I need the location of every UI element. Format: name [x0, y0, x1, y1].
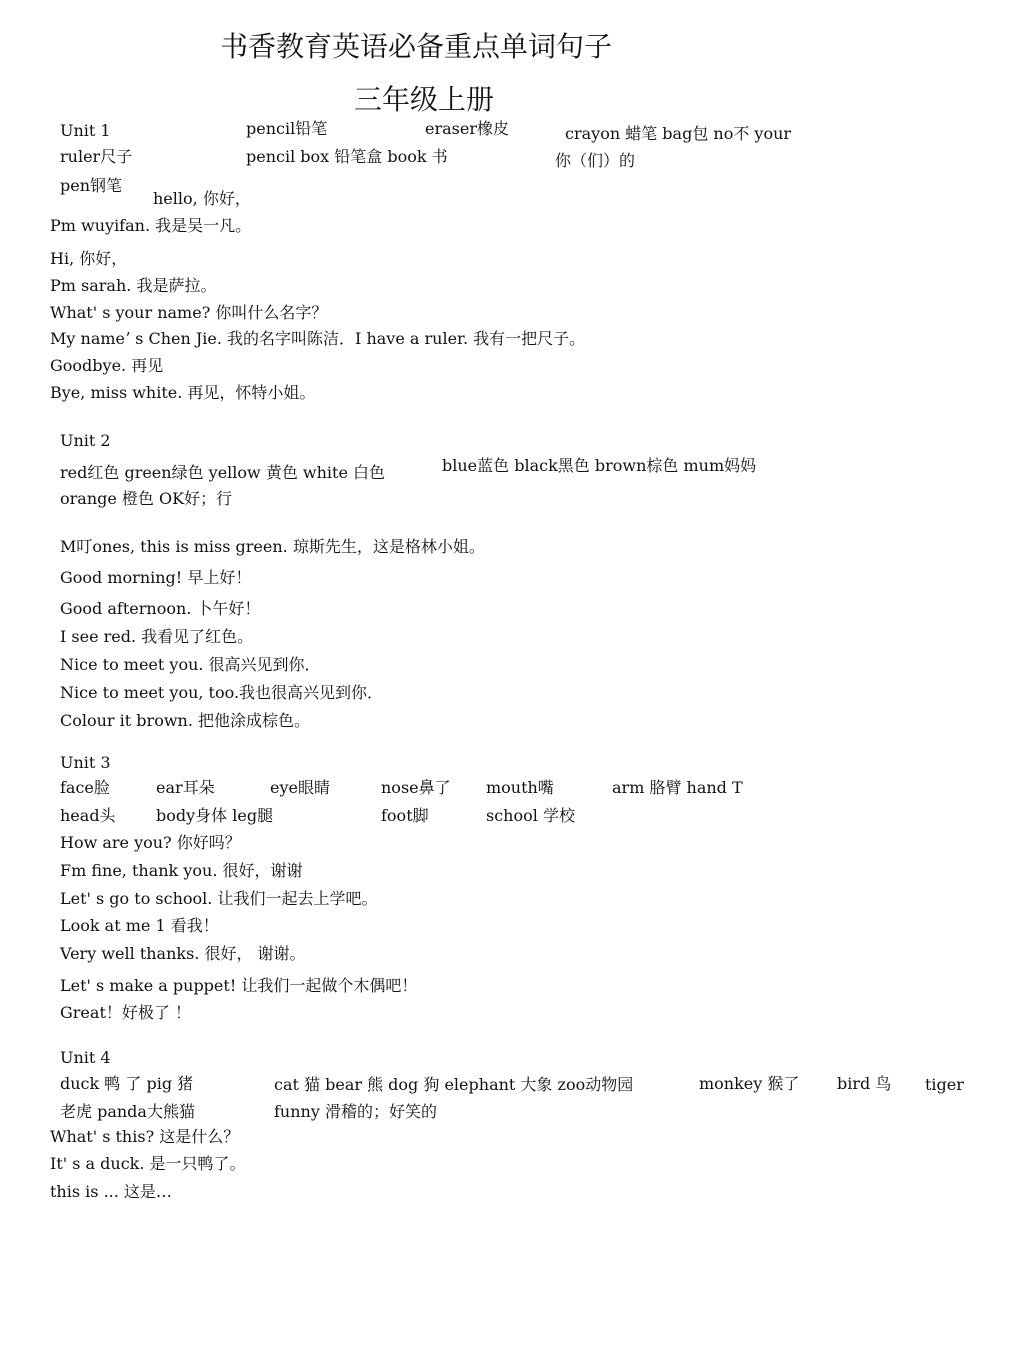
vocab-nose: nose鼻了 [381, 778, 451, 797]
vocab-foot: foot脚 [381, 806, 429, 825]
vocab-tiger-panda: 老虎 panda大熊猫 [60, 1102, 195, 1121]
vocab-ruler: ruler尺子 [60, 147, 133, 166]
vocab-duck-pig: duck 鸭 了 pig 猪 [60, 1074, 194, 1093]
vocab-eye: eye眼睛 [270, 778, 330, 797]
sentence: Let' s make a puppet! 让我们一起做个木偶吧！ [60, 976, 418, 995]
sentence: Nice to meet you, too.我也很高兴见到你． [60, 683, 384, 702]
vocab-mouth: mouth嘴 [486, 778, 554, 797]
sentence: Bye, miss white. 再见，怀特小姐。 [50, 383, 316, 402]
vocab-cat-bear-dog-elephant-zoo: cat 猫 bear 熊 dog 狗 elephant 大象 zoo动物园 [274, 1075, 634, 1094]
vocab-body-leg: body身体 leg腿 [156, 806, 274, 825]
vocab-orange-ok: orange 橙色 OK好；行 [60, 489, 233, 508]
sentence: Hi, 你好， [50, 249, 128, 268]
vocab-school: school 学校 [486, 806, 575, 825]
sentence: Pm wuyifan. 我是吴一凡。 [50, 216, 252, 235]
sentence: Nice to meet you. 很高兴见到你． [60, 655, 321, 674]
sentence: What' s this? 这是什么？ [50, 1127, 240, 1146]
sentence: Good morning! 早上好！ [60, 568, 252, 587]
unit-1-heading: Unit 1 [60, 121, 111, 140]
vocab-funny: funny 滑稽的；好笑的 [274, 1102, 437, 1121]
vocab-colors-2: blue蓝色 black黑色 brown棕色 mum妈妈 [442, 456, 757, 475]
sentence: Goodbye. 再见 [50, 356, 164, 375]
sentence: Very well thanks. 很好， 谢谢。 [60, 944, 306, 963]
vocab-colors-1: red红色 green绿色 yellow 黄色 white 白色 [60, 463, 386, 482]
vocab-monkey: monkey 猴了 [699, 1074, 800, 1093]
clipped-line [60, 1002, 360, 1022]
unit-2-heading: Unit 2 [60, 431, 111, 450]
sentence: Great！好极了 ！ [60, 1003, 191, 1022]
vocab-eraser: eraser橡皮 [425, 119, 509, 138]
vocab-face: face脸 [60, 778, 110, 797]
unit-3-heading: Unit 3 [60, 753, 111, 772]
vocab-pencil: pencil铅笔 [246, 119, 328, 138]
unit-4-heading: Unit 4 [60, 1048, 111, 1067]
vocab-arm-hand: arm 胳臂 hand T [612, 778, 743, 797]
vocab-tiger: tiger [925, 1075, 964, 1094]
sentence: Fm fine, thank you. 很好，谢谢 [60, 861, 303, 880]
sentence: Colour it brown. 把他涂成棕色。 [60, 711, 310, 730]
sentence: M叮ones, this is miss green. 琼斯先生，这是格林小姐。 [60, 537, 485, 556]
sentence: this is ... 这是… [50, 1182, 172, 1201]
vocab-bird: bird 鸟 [837, 1074, 892, 1093]
sentence: It' s a duck. 是一只鸭了。 [50, 1154, 246, 1173]
sentence: What' s your name? 你叫什么名字？ [50, 303, 328, 322]
clipped-line [60, 488, 360, 506]
vocab-pencil-box-book: pencil box 铅笔盒 book 书 [246, 147, 448, 166]
vocab-your-meaning: 你（们）的 [555, 151, 636, 170]
page-subtitle: 三年级上册 [354, 83, 495, 116]
sentence: hello, 你好， [153, 189, 251, 208]
sentence: Good afternoon. 卜午好！ [60, 599, 261, 618]
sentence: Pm sarah. 我是萨拉。 [50, 276, 217, 295]
sentence: How are you? 你好吗？ [60, 833, 241, 852]
vocab-crayon-bag-no-your: crayon 蜡笔 bag包 no不 your [565, 124, 792, 143]
clipped-line [60, 710, 460, 730]
vocab-pen: pen钢笔 [60, 176, 123, 195]
vocab-ear: ear耳朵 [156, 778, 215, 797]
vocab-head: head头 [60, 806, 116, 825]
sentence: Let' s go to school. 让我们一起去上学吧。 [60, 889, 378, 908]
sentence: Look at me 1 看我！ [60, 916, 219, 935]
sentence: My nameʼ s Chen Jie. 我的名字叫陈洁．I have a ruler. 我有一把尺子。 [50, 329, 586, 348]
page-title: 书香教育英语必备重点单词句子 [220, 30, 613, 63]
sentence: I see red. 我看见了红色。 [60, 627, 254, 646]
